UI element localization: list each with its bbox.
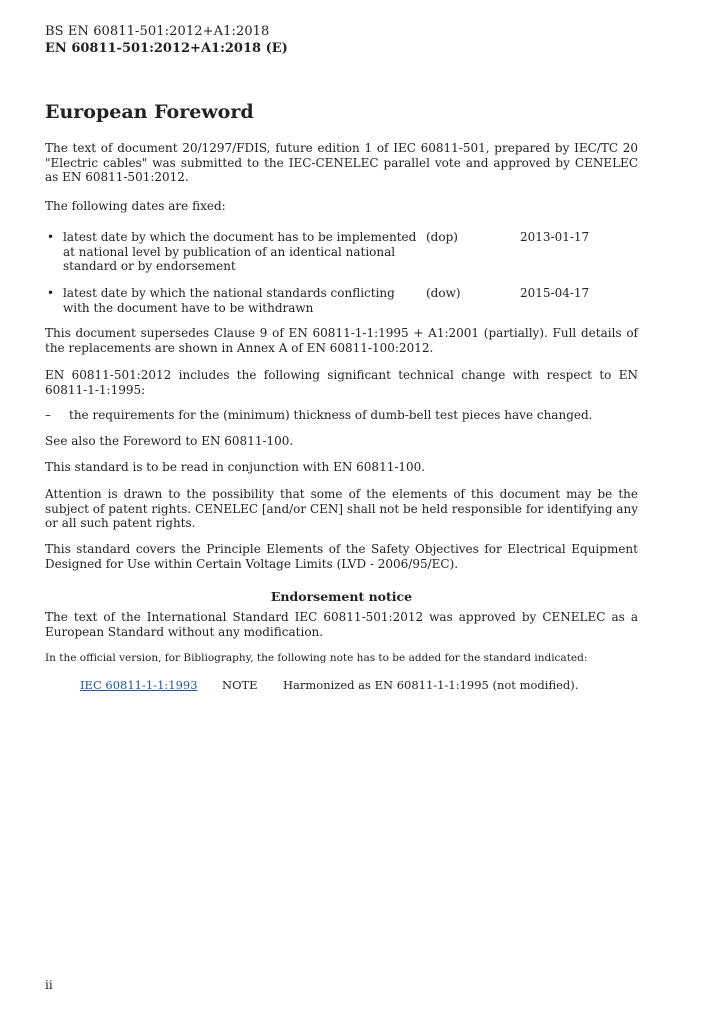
see-also-paragraph: See also the Foreword to EN 60811-100. xyxy=(45,434,294,448)
dow-description: latest date by which the national standards conflicting with the document have to be withdrawn xyxy=(63,286,395,315)
conjunction-paragraph: This standard is to be read in conjunction with EN 60811-100. xyxy=(45,460,426,474)
reference-note-text: Harmonized as EN 60811-1-1:1995 (not modified). xyxy=(283,678,579,692)
reference-link[interactable]: IEC 60811-1-1:1993 xyxy=(80,678,198,692)
bullet-icon: • xyxy=(47,286,55,300)
intro-paragraph: The text of document 20/1297/FDIS, future edition 1 of IEC 60811-501, prepared by IEC/TC 20 "Electric cables" was submitted to the IEC-CENELEC parallel vote and approved by CENELEC as EN 60811-501:2012. xyxy=(45,141,638,185)
reference-note-label: NOTE xyxy=(222,678,258,692)
dop-description: latest date by which the document has to be implemented at national level by publication of an identical national standard or by endorsement xyxy=(63,230,417,274)
dash-marker: – xyxy=(45,408,51,422)
patent-paragraph: Attention is drawn to the possibility that some of the elements of this document may be the subject of patent rights. CENELEC [and/or CEN] shall not be held responsible for identifying any or all such patent rights. xyxy=(45,487,638,531)
header-en-number: EN 60811-501:2012+A1:2018 (E) xyxy=(45,41,288,56)
change-intro-paragraph: EN 60811-501:2012 includes the following significant technical change with respect to EN 60811-1-1:1995: xyxy=(45,368,638,397)
header-standard-number: BS EN 60811-501:2012+A1:2018 xyxy=(45,24,270,39)
page-title: European Foreword xyxy=(45,101,254,123)
official-version-note: In the official version, for Bibliography, the following note has to be added for the standard indicated: xyxy=(45,652,588,664)
page-number: ii xyxy=(45,978,53,992)
lvd-paragraph: This standard covers the Principle Elements of the Safety Objectives for Electrical Equipment Designed for Use within Certain Voltage Limits (LVD - 2006/95/EC). xyxy=(45,542,638,571)
endorsement-heading: Endorsement notice xyxy=(270,589,413,604)
dop-abbr: (dop) xyxy=(426,230,458,244)
bullet-icon: • xyxy=(47,230,55,244)
dow-abbr: (dow) xyxy=(426,286,461,300)
supersedes-paragraph: This document supersedes Clause 9 of EN 60811-1-1:1995 + A1:2001 (partially). Full details of the replacements are shown in Annex A of EN 60811-100:2012. xyxy=(45,326,638,355)
bibliography-reference xyxy=(80,678,579,692)
endorsement-paragraph: The text of the International Standard IEC 60811-501:2012 was approved by CENELEC as a European Standard without any modification. xyxy=(45,610,638,639)
dow-date: 2015-04-17 xyxy=(520,286,590,300)
dop-date: 2013-01-17 xyxy=(520,230,590,244)
change-item-text: the requirements for the (minimum) thickness of dumb-bell test pieces have changed. xyxy=(69,408,593,422)
dates-intro: The following dates are fixed: xyxy=(45,199,226,213)
